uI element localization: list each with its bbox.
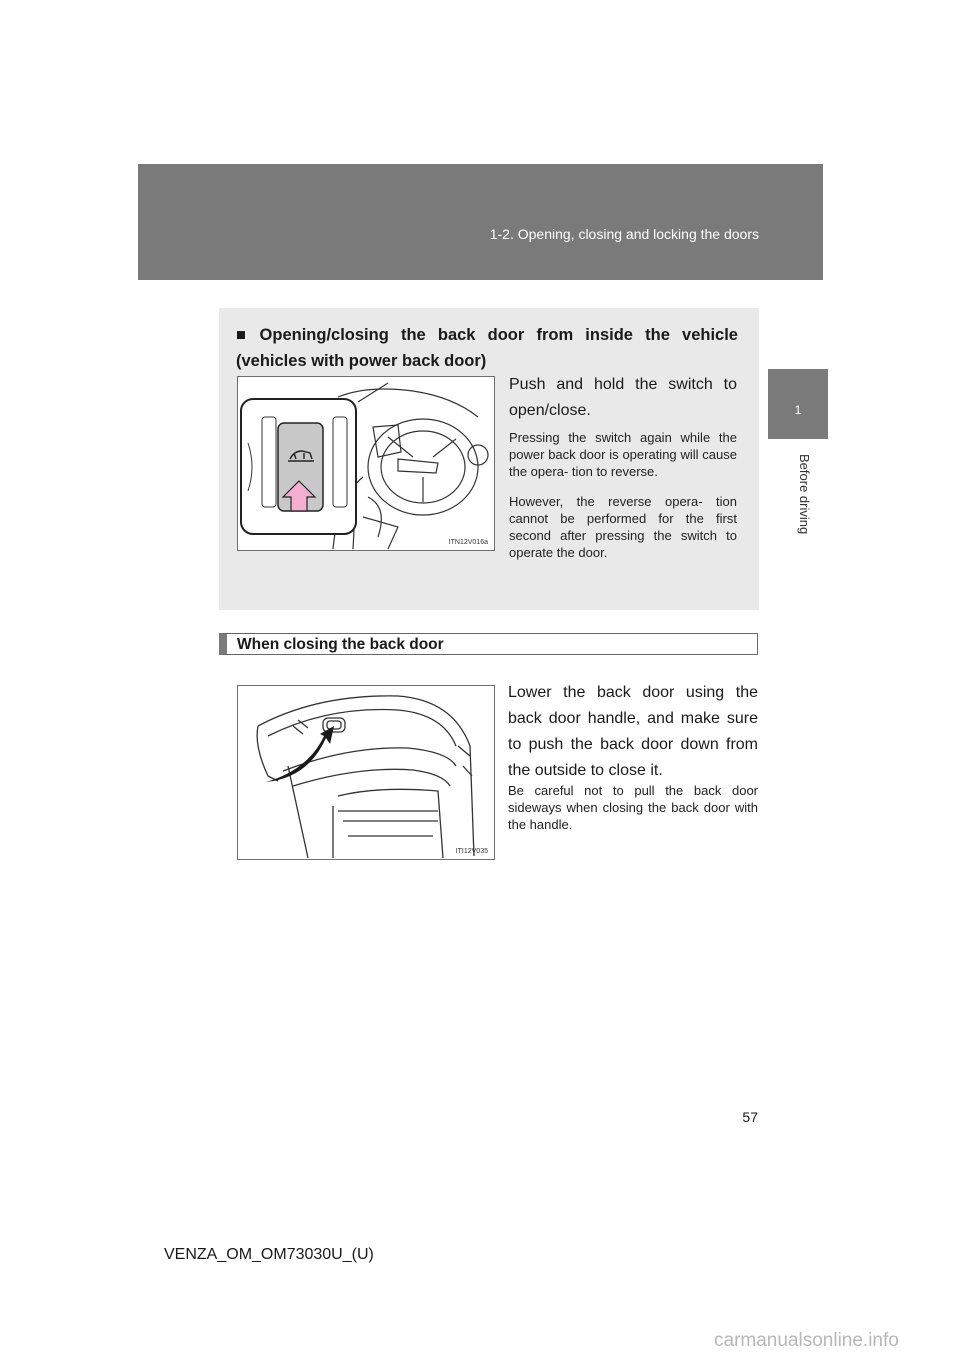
power-back-door-switch-figure <box>237 376 495 551</box>
section-heading-bar <box>219 633 758 655</box>
closing-note: Be careful not to pull the back door sideways when closing the back door with the handle. <box>508 783 758 832</box>
section-header-title: 1-2. Opening, closing and locking the doors <box>489 226 759 242</box>
switch-illustration <box>238 377 494 550</box>
closing-instruction: Lower the back door using the back door handle, and make sure to push the back door down from the outside to close it. <box>508 684 758 779</box>
figure-code: ITI12V035 <box>455 848 488 855</box>
info-box <box>219 308 759 610</box>
section-heading: When closing the back door <box>237 636 444 653</box>
info-note-reverse: Pressing the switch again while the power back door is operating will cause the opera- tion to reverse. <box>509 430 737 479</box>
figure-code: ITN12V016a <box>448 539 488 546</box>
square-bullet-icon: ■ <box>236 326 254 344</box>
back-door-closing-figure <box>237 685 495 860</box>
info-note-delay: However, the reverse opera- tion cannot be performed for the first second after pressing the switch to operate the door. <box>509 494 737 560</box>
info-instruction: Push and hold the switch to open/close. <box>509 376 737 419</box>
header-band <box>138 164 823 280</box>
chapter-tab <box>768 369 828 439</box>
watermark: carmanualsonline.info <box>714 1330 899 1351</box>
chapter-number: 1 <box>794 403 802 417</box>
info-heading-text: Opening/closing the back door from inside the vehicle (vehicles with power back door) <box>236 326 738 370</box>
page-number: 57 <box>742 1109 758 1125</box>
chapter-label <box>798 454 812 564</box>
info-heading <box>236 322 738 374</box>
back-door-illustration <box>238 686 494 859</box>
chapter-label-text: Before driving <box>797 454 812 535</box>
document-code: VENZA_OM_OM73030U_(U) <box>164 1246 374 1263</box>
